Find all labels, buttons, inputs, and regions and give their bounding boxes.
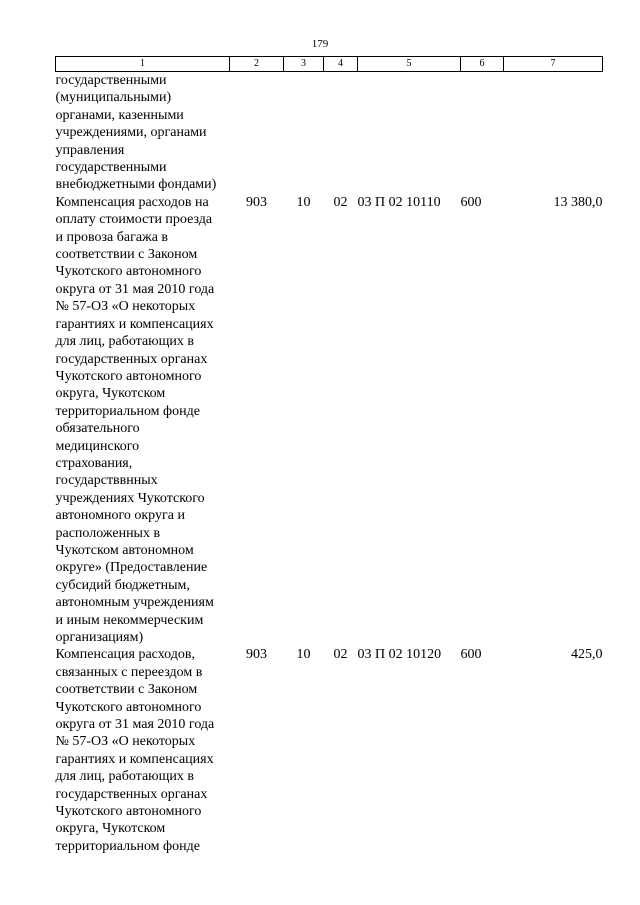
cell-expense-type: 600 (460, 647, 482, 663)
description-line: Чукотского автономного (55, 804, 202, 820)
cell-section: 10 (296, 194, 311, 210)
cell-description (56, 72, 230, 194)
cell-code (230, 72, 284, 194)
column-header-2: 2 (230, 57, 284, 72)
description-line: № 57-ОЗ «О некоторых (55, 299, 196, 315)
description-line: гарантиях и компенсациях (55, 751, 214, 767)
description-line: автономным учреждениям (55, 595, 214, 611)
cell-section: 10 (296, 647, 311, 663)
description-line: государственных органах (55, 786, 208, 802)
cell-target-article: 03 П 02 10110 (357, 194, 441, 210)
description-line: и провоза багажа в (55, 229, 169, 245)
description-line: расположенных в (55, 525, 161, 541)
cell-code: 903 (246, 647, 267, 663)
column-header-3: 3 (284, 57, 324, 72)
cell-section (284, 72, 324, 194)
description-line: Чукотском автономном (55, 542, 194, 558)
budget-table (55, 56, 603, 855)
description-line: (муниципальными) (55, 90, 172, 106)
description-line: страхования, (55, 455, 133, 471)
table-header-row (56, 57, 603, 72)
description-line: государственными (55, 73, 167, 88)
description-line: медицинского (55, 438, 140, 454)
description-line: внебюджетными фондами) (55, 177, 217, 193)
cell-amount: 425,0 (571, 647, 603, 663)
column-header-7: 7 (504, 57, 603, 72)
description-line: Компенсация расходов, (55, 647, 195, 663)
description-line: государственных органах (55, 351, 208, 367)
description-line: субсидий бюджетным, (55, 577, 190, 593)
description-line: Компенсация расходов на (55, 194, 209, 210)
description-line: оплату стоимости проезда (55, 212, 213, 228)
description-line: организациям) (55, 630, 144, 645)
description-line: учреждениях Чукотского (55, 490, 205, 506)
description-line: округа от 31 мая 2010 года (55, 281, 215, 297)
cell-amount (504, 72, 603, 194)
description-line: обязательного (55, 421, 140, 437)
description-line: связанных с переездом в (55, 664, 203, 680)
description-line: органами, казенными (55, 107, 184, 123)
description-line: управления (55, 142, 125, 158)
cell-description (56, 646, 230, 855)
cell-code: 903 (246, 194, 267, 210)
description-line: Чукотского автономного (55, 368, 202, 384)
description-line: учреждениями, органами (55, 125, 207, 141)
cell-description (56, 194, 230, 647)
description-line: округа от 31 мая 2010 года (55, 717, 215, 733)
column-header-6: 6 (461, 57, 504, 72)
description-line: округе» (Предоставление (55, 560, 208, 576)
description-line: государстввнных (55, 473, 158, 489)
description-line: автономного округа и (55, 508, 185, 524)
column-header-5: 5 (358, 57, 461, 72)
cell-subsection: 02 (333, 194, 348, 210)
description-line: для лиц, работающих в (55, 769, 195, 785)
cell-amount: 13 380,0 (553, 194, 603, 210)
cell-subsection: 02 (333, 647, 348, 663)
description-line: соответствии с Законом (55, 247, 198, 263)
description-line: соответствии с Законом (55, 682, 198, 698)
description-line: для лиц, работающих в (55, 334, 195, 350)
description-line: Чукотского автономного (55, 264, 202, 280)
cell-subsection (324, 72, 358, 194)
column-header-4: 4 (324, 57, 358, 72)
description-line: государственными (55, 160, 167, 176)
description-line: округа, Чукотском (55, 821, 166, 837)
description-line: округа, Чукотском (55, 386, 166, 402)
page-number: 179 (311, 38, 329, 50)
description-line: гарантиях и компенсациях (55, 316, 214, 332)
column-header-1: 1 (56, 57, 230, 72)
description-line: № 57-ОЗ «О некоторых (55, 734, 196, 750)
description-line: территориальном фонде (55, 403, 200, 419)
cell-target-article: 03 П 02 10120 (357, 647, 442, 663)
table-row (56, 194, 603, 647)
table-row (56, 646, 603, 855)
cell-expense-type (461, 72, 504, 194)
table-row (56, 72, 603, 194)
cell-target-article (358, 72, 461, 194)
cell-expense-type: 600 (460, 194, 482, 210)
description-line: и иным некоммерческим (55, 612, 204, 628)
description-line: Чукотского автономного (55, 699, 202, 715)
description-line: территориальном фонде (55, 838, 200, 854)
